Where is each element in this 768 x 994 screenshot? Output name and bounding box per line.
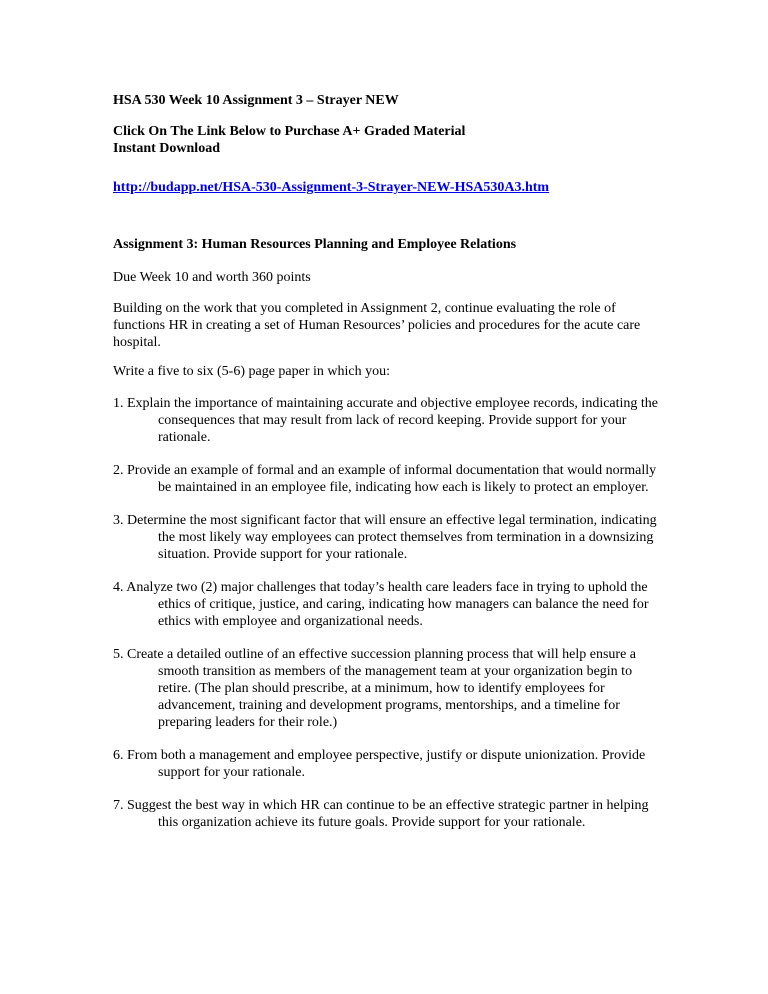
list-item-text: Suggest the best way in which HR can continue to be an effective strategic partner in helping this organization achieve its future goals. Provide support for your rationale. — [127, 798, 649, 830]
list-item — [113, 747, 658, 781]
document-page — [113, 92, 658, 847]
list-item-number: 7. — [113, 798, 124, 813]
list-item-number: 2. — [113, 463, 124, 478]
purchase-line-2: Instant Download — [113, 141, 220, 156]
list-item — [113, 395, 658, 446]
list-item — [113, 646, 658, 731]
list-item-number: 1. — [113, 396, 124, 411]
list-item-text: From both a management and employee perspective, justify or dispute unionization. Provide support for your rationale. — [127, 748, 646, 780]
list-item-text: Determine the most significant factor that will ensure an effective legal termination, indicating the most likely way employees can protect themselves from termination in a downsizing situation. Provide support for your rationale. — [127, 513, 657, 562]
list-item — [113, 579, 658, 630]
purchase-line-1: Click On The Link Below to Purchase A+ Graded Material — [113, 124, 466, 139]
instruction-text: Write a five to six (5-6) page paper in which you: — [113, 364, 391, 379]
list-item — [113, 462, 658, 496]
document-title: HSA 530 Week 10 Assignment 3 – Strayer NEW — [113, 93, 399, 108]
list-item-number: 4. — [113, 580, 124, 595]
list-item-number: 5. — [113, 647, 124, 662]
list-item-text: Create a detailed outline of an effective succession planning process that will help ensure a smooth transition as members of the management team at your organization begin to retire. (The plan should prescribe, at a minimum, how to identify employees for advancement, training and development programs, mentorships, and a timeline for preparing leaders for their role.) — [127, 647, 637, 730]
list-item-text: Provide an example of formal and an example of informal documentation that would normally be maintained in an employee file, indicating how each is likely to protect an employer. — [127, 463, 657, 495]
due-text: Due Week 10 and worth 360 points — [113, 270, 311, 285]
list-item-number: 6. — [113, 748, 124, 763]
list-item — [113, 512, 658, 563]
purchase-link[interactable]: http://budapp.net/HSA-530-Assignment-3-Strayer-NEW-HSA530A3.htm — [113, 180, 550, 195]
requirements-list — [113, 395, 658, 831]
list-item — [113, 797, 658, 831]
list-item-text: Analyze two (2) major challenges that today’s health care leaders face in trying to uphold the ethics of critique, justice, and caring, indicating how managers can balance the need for ethics with employee and organizational needs. — [126, 580, 649, 629]
list-item-number: 3. — [113, 513, 124, 528]
purchase-notice — [113, 123, 658, 157]
assignment-heading: Assignment 3: Human Resources Planning and Employee Relations — [113, 237, 517, 252]
intro-paragraph: Building on the work that you completed in Assignment 2, continue evaluating the role of functions HR in creating a set of Human Resources’ policies and procedures for the acute care hospital. — [113, 301, 641, 350]
list-item-text: Explain the importance of maintaining accurate and objective employee records, indicating the consequences that may result from lack of record keeping. Provide support for your rationale. — [127, 396, 659, 445]
